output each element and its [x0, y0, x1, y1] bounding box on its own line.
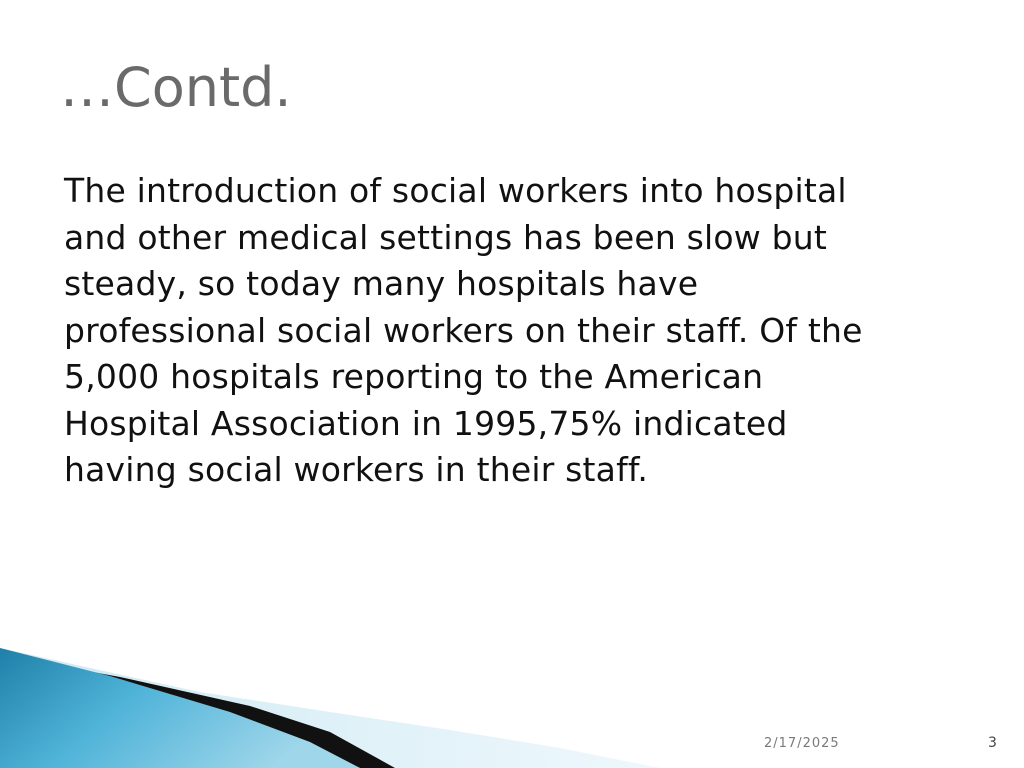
body-line: and other medical settings has been slow but: [64, 217, 828, 257]
body-line: 5,000 hospitals reporting to the American: [64, 357, 764, 396]
slide-body-text: [64, 168, 984, 494]
decor-teal-wedge: [0, 648, 360, 768]
footer-date: 2/17/2025: [764, 736, 840, 751]
body-line: having social workers in their staff.: [64, 450, 649, 489]
body-line: Hospital Association in 1995,75% indicated: [64, 403, 788, 443]
slide-number: 3: [988, 735, 997, 751]
body-line: The introduction of social workers into hospital: [64, 171, 847, 210]
body-line: steady, so today many hospitals have: [64, 264, 699, 303]
body-line: professional social workers on their staff. Of the: [64, 310, 863, 350]
slide-title: …Contd.: [60, 56, 292, 119]
